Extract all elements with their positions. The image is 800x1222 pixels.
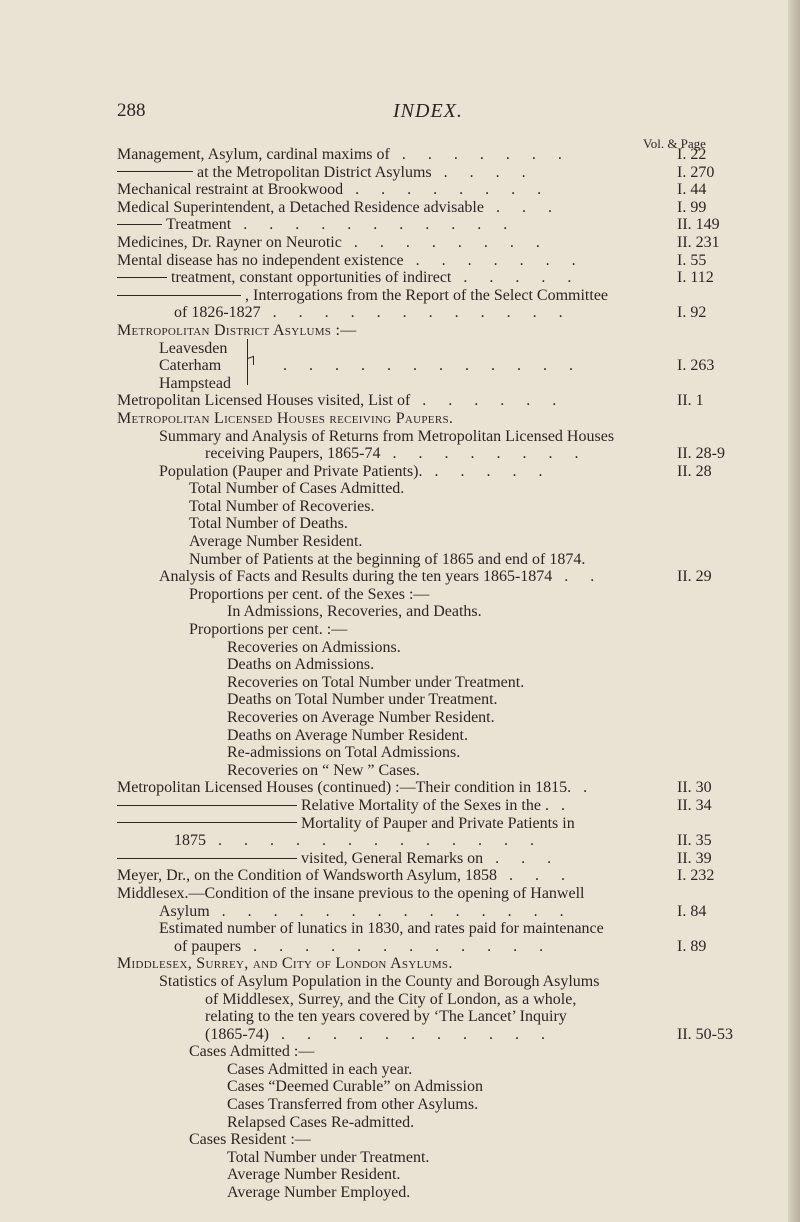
entry-label: receiving Paupers, 1865-74 <box>205 445 381 463</box>
index-line <box>0 885 788 903</box>
vol-page-reference: I. 92 <box>677 304 707 322</box>
index-line <box>0 991 788 1009</box>
entry-label: of paupers <box>174 937 242 955</box>
index-line <box>0 392 788 410</box>
entry-label: Re-admissions on Total Admissions. <box>227 744 461 762</box>
index-entry-text <box>117 867 497 885</box>
vol-page-reference: I. 112 <box>677 269 714 287</box>
index-line <box>0 639 788 657</box>
leader-dots: . . . . . . . . . . . . . . <box>221 902 573 920</box>
index-line <box>0 1184 788 1202</box>
vol-page-reference: I. 84 <box>677 902 707 920</box>
entry-label: Mechanical restraint at Brookwood <box>117 181 344 199</box>
entry-label: Medicines, Dr. Rayner on Neurotic <box>117 233 342 251</box>
ditto-dash <box>117 858 297 859</box>
vol-page-reference: I. 89 <box>677 937 707 955</box>
ditto-dash <box>117 295 241 296</box>
index-entry-text <box>205 991 576 1009</box>
index-line <box>0 1096 788 1114</box>
index-line <box>0 216 788 234</box>
entry-label: Deaths on Average Number Resident. <box>227 726 468 744</box>
index-line <box>0 1026 788 1044</box>
entry-label: , Interrogations from the Report of the Select Committee <box>245 286 609 304</box>
index-line <box>0 164 788 182</box>
entry-label: Management, Asylum, cardinal maxims of <box>117 146 390 163</box>
index-entry-text <box>189 621 347 639</box>
index-entry-text <box>227 656 374 674</box>
index-entry-text <box>117 779 571 797</box>
index-entry-text <box>227 1078 483 1096</box>
index-line <box>0 691 788 709</box>
vol-page-reference: I. 99 <box>677 198 707 216</box>
leader-dots: . . . . . . <box>422 392 566 410</box>
index-entry-text <box>227 1114 414 1132</box>
entry-label: Metropolitan Licensed Houses (continued) :—Their condition in 1815. <box>117 779 572 797</box>
index-entry-text <box>159 357 221 375</box>
index-entry-text <box>117 815 575 833</box>
leader-dots: . . . . . . . <box>415 251 585 269</box>
index-entry-text <box>174 304 261 322</box>
entry-label: Hampstead <box>159 374 231 392</box>
index-line <box>0 269 788 287</box>
index-entry-text <box>189 480 404 498</box>
index-line <box>0 832 788 850</box>
index-line <box>0 463 788 481</box>
index-entry-text <box>227 762 420 780</box>
leader-dots: . . . . . . . . . . . . <box>272 304 572 322</box>
vol-page-reference: II. 34 <box>677 796 712 814</box>
ditto-dash <box>117 805 297 806</box>
leader-dots: . . . . . . . . . . . . . <box>218 832 543 850</box>
index-entry-text <box>159 375 231 393</box>
index-entry-text <box>117 955 453 973</box>
index-line <box>0 357 788 375</box>
entry-label: Average Number Resident. <box>189 533 363 551</box>
index-entry-text <box>117 199 484 217</box>
index-entry-text <box>227 727 468 745</box>
entry-label: Leavesden <box>159 339 228 357</box>
index-line <box>0 480 788 498</box>
entry-label: Middlesex, Surrey, and City of London Asylums. <box>117 955 453 973</box>
index-line <box>0 445 788 463</box>
entry-label: Mortality of Pauper and Private Patients in <box>301 814 575 832</box>
leader-dots: . . . . . . . . <box>392 445 588 463</box>
index-line <box>0 656 788 674</box>
index-line <box>0 727 788 745</box>
entry-label: In Admissions, Recoveries, and Deaths. <box>227 603 482 621</box>
index-line <box>0 938 788 956</box>
entry-label: Relative Mortality of the Sexes in the . <box>301 796 549 814</box>
index-line <box>0 340 788 358</box>
index-entry-text <box>189 498 374 516</box>
index-entry-text <box>117 234 342 252</box>
leader-dots: . . . <box>508 867 574 885</box>
ditto-dash <box>117 822 297 823</box>
index-entry-text <box>159 903 210 921</box>
entry-label: relating to the ten years covered by ‘The Lancet’ Inquiry <box>205 1008 567 1026</box>
index-line <box>0 955 788 973</box>
index-line <box>0 287 788 305</box>
index-line <box>0 850 788 868</box>
entry-label: Deaths on Total Number under Treatment. <box>227 691 498 709</box>
vol-page-reference: I. 44 <box>677 181 707 199</box>
index-line <box>0 920 788 938</box>
vol-page-reference: II. 1 <box>677 392 704 410</box>
index-line <box>0 1061 788 1079</box>
index-line <box>0 603 788 621</box>
index-entry-text <box>227 1149 429 1167</box>
vol-page-reference: II. 149 <box>677 216 720 234</box>
ditto-dash <box>117 277 167 278</box>
index-entry-text <box>227 639 401 657</box>
entry-label: of 1826-1827 <box>174 304 261 322</box>
entry-label: Meyer, Dr., on the Condition of Wandsworth Asylum, 1858 <box>117 867 497 885</box>
ditto-dash <box>117 224 162 225</box>
index-line <box>0 252 788 270</box>
entry-label: of Middlesex, Surrey, and the City of London, as a whole, <box>205 990 577 1008</box>
leader-dots: . . . . . . . . . . . <box>280 1025 554 1043</box>
entry-label: Recoveries on Average Number Resident. <box>227 709 495 726</box>
index-line <box>0 1149 788 1167</box>
leader-dots: . . . . . . . . . . . <box>243 216 517 234</box>
index-entry-text <box>117 322 357 340</box>
vol-page-reference: I. 55 <box>677 251 707 269</box>
vol-page-reference: II. 50-53 <box>677 1025 733 1043</box>
vol-page-reference: I. 270 <box>677 163 715 181</box>
index-line <box>0 515 788 533</box>
leader-dots: . . . . . . . . <box>355 181 551 199</box>
leader-dots: . . . . <box>443 163 535 181</box>
entry-label: Mental disease has no independent existence <box>117 251 404 269</box>
index-entry-text <box>227 603 482 621</box>
index-entry-text <box>117 392 410 410</box>
vol-page-reference: II. 28-9 <box>677 445 725 463</box>
page-header <box>0 100 788 126</box>
entry-label: Asylum <box>159 902 210 920</box>
ditto-dash <box>117 171 193 172</box>
index-line <box>0 1008 788 1026</box>
index-entry-text <box>227 1061 412 1079</box>
entry-label: Cases Admitted in each year. <box>227 1060 413 1078</box>
index-line <box>0 428 788 446</box>
index-entry-text <box>227 674 524 692</box>
entry-label: Caterham <box>159 357 222 375</box>
index-line <box>0 815 788 833</box>
entry-label: Total Number of Cases Admitted. <box>189 480 405 498</box>
index-line <box>0 1078 788 1096</box>
entry-label: Recoveries on Admissions. <box>227 638 401 656</box>
index-line <box>0 867 788 885</box>
index-line <box>0 551 788 569</box>
index-entry-text <box>205 1008 567 1026</box>
index-entry-text <box>117 216 231 234</box>
entry-label: Cases “Deemed Curable” on Admission <box>227 1078 483 1096</box>
index-entry-text <box>159 568 552 586</box>
index-entry-text <box>189 1131 311 1149</box>
entry-label: Cases Admitted :— <box>189 1043 315 1061</box>
index-line <box>0 322 788 340</box>
index-line <box>0 199 788 217</box>
index-entry-text <box>227 1096 478 1114</box>
entry-label: Estimated number of lunatics in 1830, and rates paid for maintenance <box>159 920 604 938</box>
entry-label: Analysis of Facts and Results during the ten years 1865-1874 <box>159 568 553 586</box>
index-entry-text <box>227 709 495 727</box>
leader-dots: . . . <box>495 198 561 216</box>
index-entry-text <box>227 1166 400 1184</box>
index-entry-text <box>174 832 206 850</box>
vol-page-reference: II. 35 <box>677 832 712 850</box>
index-entry-text <box>117 164 432 182</box>
entry-label: Cases Transferred from other Asylums. <box>227 1096 479 1114</box>
entry-label: Average Number Employed. <box>227 1184 411 1202</box>
index-line <box>0 146 788 164</box>
index-entry-text <box>174 938 241 956</box>
entry-label: Population (Pauper and Private Patients). <box>159 462 423 480</box>
index-line <box>0 1166 788 1184</box>
index-line <box>0 1114 788 1132</box>
index-entry-text <box>117 850 483 868</box>
vol-page-reference: II. 29 <box>677 568 712 586</box>
page-edge <box>788 0 800 1222</box>
entry-label: Relapsed Cases Re-admitted. <box>227 1113 415 1131</box>
entry-label: Summary and Analysis of Returns from Metropolitan Licensed Houses <box>159 427 615 445</box>
index-line <box>0 797 788 815</box>
vol-page-reference: II. 231 <box>677 233 720 251</box>
entry-label: Recoveries on Total Number under Treatment. <box>227 673 525 691</box>
leader-dots: . . <box>564 568 604 586</box>
entry-label: Deaths on Admissions. <box>227 656 375 674</box>
index-entry-text <box>227 744 460 762</box>
entry-label: Total Number of Deaths. <box>189 515 348 533</box>
index-line <box>0 709 788 727</box>
running-head: INDEX. <box>393 100 463 122</box>
leader-dots: . . . . . <box>463 269 581 287</box>
entry-label: Statistics of Asylum Population in the County and Borough Asylums <box>159 972 600 990</box>
leader-dots: . . . . . . . . <box>353 233 549 251</box>
index-line <box>0 1043 788 1061</box>
index-line <box>0 744 788 762</box>
index-entry-text <box>159 920 604 938</box>
vol-page-reference: I. 263 <box>677 357 715 375</box>
index-entry-text <box>117 269 451 287</box>
index-entry-text <box>117 885 584 903</box>
index-entries <box>0 146 788 1202</box>
index-entry-text <box>189 1043 314 1061</box>
entry-label: Middlesex.—Condition of the insane previous to the opening of Hanwell <box>117 884 585 902</box>
index-entry-text <box>159 973 599 991</box>
entry-label: Metropolitan Licensed Houses receiving Paupers. <box>117 409 454 427</box>
vol-page-reference: II. 39 <box>677 849 712 867</box>
index-entry-text <box>117 797 549 815</box>
index-entry-text <box>189 586 429 604</box>
entry-label: Recoveries on “ New ” Cases. <box>227 761 420 779</box>
entry-label: Number of Patients at the beginning of 1865 and end of 1874. <box>189 550 586 568</box>
vol-page-reference: I. 22 <box>677 146 707 163</box>
index-entry-text <box>189 551 585 569</box>
entry-label: Total Number under Treatment. <box>227 1148 430 1166</box>
index-entry-text <box>117 146 390 164</box>
entry-label: (1865-74) <box>205 1025 269 1043</box>
index-entry-text <box>117 410 453 428</box>
entry-label: Proportions per cent. :— <box>189 621 348 639</box>
index-line <box>0 621 788 639</box>
index-line <box>0 586 788 604</box>
entry-label: 1875 <box>174 832 206 850</box>
entry-label: Total Number of Recoveries. <box>189 497 375 515</box>
index-entry-text <box>227 691 498 709</box>
entry-label: Medical Superintendent, a Detached Residence advisable <box>117 198 484 216</box>
index-entry-text <box>227 1184 410 1202</box>
entry-label: Metropolitan District Asylums :— <box>117 321 357 339</box>
index-line <box>0 779 788 797</box>
page-number: 288 <box>117 100 146 121</box>
index-entry-text <box>205 445 381 463</box>
entry-label: at the Metropolitan District Asylums <box>197 163 432 181</box>
leader-dots: . . . <box>495 849 561 867</box>
index-entry-text <box>189 533 362 551</box>
index-entry-text <box>159 463 423 481</box>
index-line <box>0 674 788 692</box>
index-line <box>0 498 788 516</box>
leader-dots: . . . . . <box>434 462 552 480</box>
vol-page-reference: II. 28 <box>677 462 712 480</box>
index-entry-text <box>205 1026 269 1044</box>
vol-page-reference: II. 30 <box>677 779 712 797</box>
index-line <box>0 304 788 322</box>
index-entry-text <box>117 181 343 199</box>
index-entry-text <box>189 515 348 533</box>
entry-label: Average Number Resident. <box>227 1166 401 1184</box>
index-entry-text <box>117 252 404 270</box>
leader-dots: . . . . . . . <box>401 146 571 163</box>
vol-page-column-heading: Vol. & Page <box>643 136 706 151</box>
index-line <box>0 410 788 428</box>
index-line <box>0 973 788 991</box>
index-line <box>0 762 788 780</box>
entry-label: Proportions per cent. of the Sexes :— <box>189 585 430 603</box>
leader-dots: . <box>583 779 597 797</box>
vol-page-reference: I. 232 <box>677 867 715 885</box>
index-line <box>0 234 788 252</box>
index-line <box>0 1131 788 1149</box>
index-entry-text <box>159 428 614 446</box>
index-line <box>0 375 788 393</box>
index-line <box>0 903 788 921</box>
index-line <box>0 568 788 586</box>
leader-dots: . . . . . . . . . . . . <box>283 357 582 375</box>
entry-label: treatment, constant opportunities of indirect <box>171 269 452 287</box>
index-entry-text <box>159 340 227 358</box>
index-line <box>0 533 788 551</box>
index-entry-text <box>117 287 608 305</box>
entry-label: Metropolitan Licensed Houses visited, List of <box>117 392 411 410</box>
entry-label: Cases Resident :— <box>189 1131 311 1149</box>
index-line <box>0 181 788 199</box>
leader-dots: . <box>560 796 574 814</box>
entry-label: visited, General Remarks on <box>301 849 484 867</box>
leader-dots: . . . . . . . . . . . . <box>253 937 553 955</box>
entry-label: Treatment <box>166 216 232 234</box>
